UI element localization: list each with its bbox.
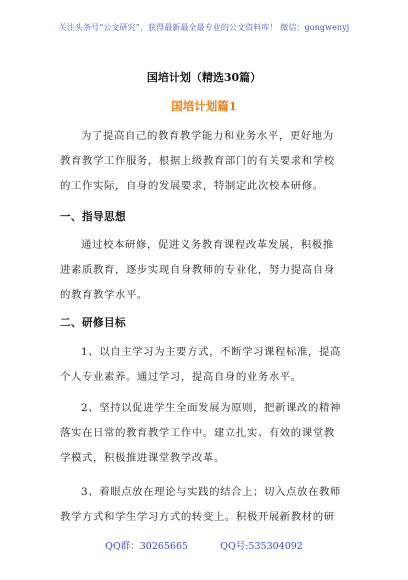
heading-guiding-ideology: 一、指导思想 — [60, 211, 126, 223]
guiding-line: 进素质教育，逐步实现自身教师的专业化，努力提高自身 — [60, 264, 335, 276]
goal-2-paragraph — [60, 396, 350, 471]
intro-line: 为了提高自己的教育教学能力和业务水平，更好地为 — [81, 130, 334, 142]
intro-paragraph — [60, 124, 350, 199]
goal-3-line: 3、着眼点放在理论与实践的结合上；切入点放在教师 — [81, 486, 341, 498]
goal-2-line: 2、坚持以促进学生全面发展为原则，把新课改的精神 — [81, 402, 341, 414]
intro-line: 教育教学工作服务，根据上级教育部门的有关要求和学校 — [60, 155, 335, 167]
goal-1-paragraph — [60, 340, 350, 390]
goal-3-line: 教学方式和学生学习方式的转变上。积极开展新教材的研 — [60, 511, 335, 523]
guiding-line: 的教育教学水平。 — [60, 289, 148, 301]
goal-2-line: 落实在日常的教育教学工作中。建立扎实、有效的课堂教 — [60, 427, 335, 439]
section-title: 国培计划篇1 — [171, 99, 237, 113]
goal-1-line: 个人专业素养。通过学习，提高自身的业务水平。 — [60, 371, 302, 383]
header-banner: 关注头条号“公文研究”，获得最新最全最专业的公文资料库！ 微信：gongwenyj — [58, 23, 350, 32]
document-title: 国培计划（精选30篇） — [146, 71, 262, 84]
goal-2-line: 学模式，积极推进课堂教学改革。 — [60, 452, 225, 464]
heading-training-goals: 二、研修目标 — [60, 317, 126, 329]
footer-contact — [0, 538, 408, 552]
footer-qq-number: QQ号:535304092 — [220, 541, 303, 552]
footer-qq-group: QQ群：30265665 — [105, 541, 189, 552]
guiding-paragraph — [60, 233, 350, 308]
goal-1-line: 1、以自主学习为主要方式，不断学习课程标准，提高 — [81, 346, 341, 358]
guiding-line: 通过校本研修，促进义务教育课程改革发展，积极推 — [81, 239, 334, 251]
goal-3-paragraph — [60, 480, 350, 530]
intro-line: 的工作实际，自身的发展要求，特制定此次校本研修。 — [60, 180, 324, 192]
